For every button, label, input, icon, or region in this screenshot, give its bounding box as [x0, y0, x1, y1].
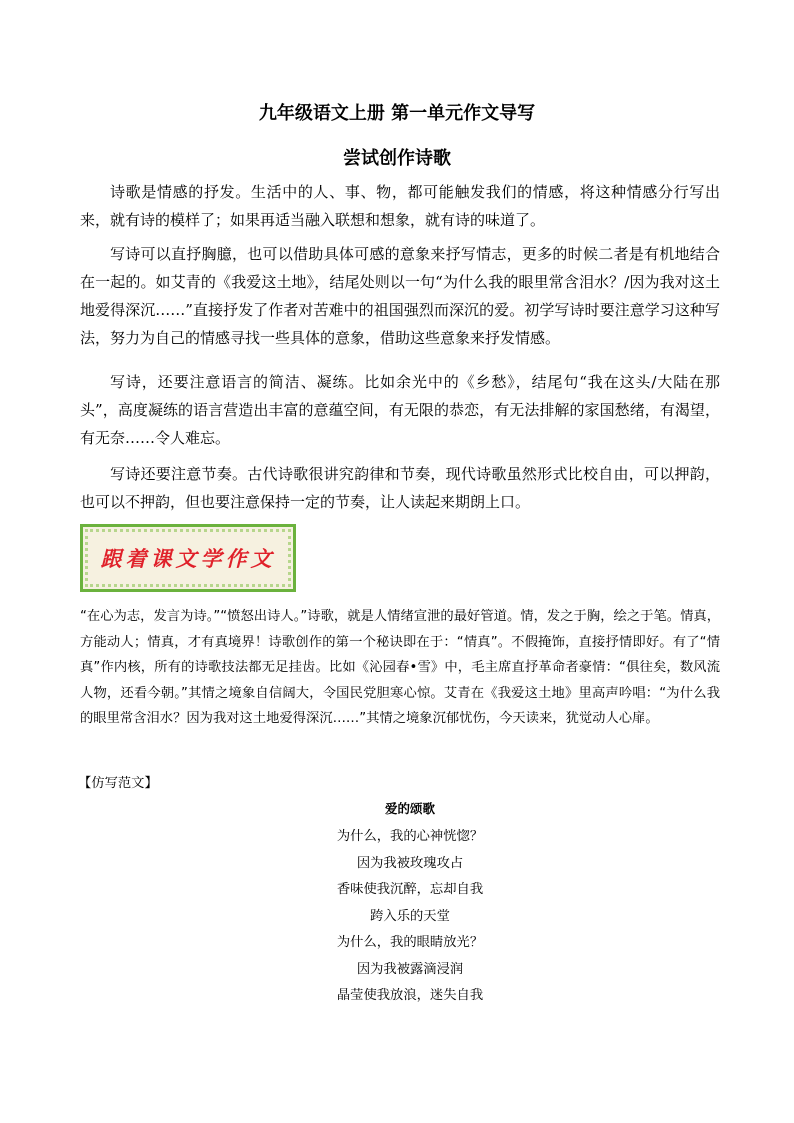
poem-line: 香味使我沉醉，忘却自我: [336, 882, 484, 897]
poem: [200, 798, 620, 1010]
section-body: “在心为志，发言为诗。”“愤怒出诗人。”诗歌，就是人情绪宣泄的最好管道。情，发之于胸，绘之于笔。情真，方能动人；情真，才有真境界！诗歌创作的第一个秘诀即在于：“情真”。不假掩饰，直接抒情即好。有了“情真”作内核，所有的诗歌技法都无足挂齿。比如《沁园春•雪》中，毛主席直抒革命者豪情：“俱往矣，数风流人物，还看今朝。”其情之境象自信阔大，令国民党胆寒心惊。艾青在《我爱这土地》里高声吟唱：“为什么我的眼里常含泪水？因为我对这土地爱得深沉……”其情之境象沉郁忧伤，今天读来，犹觉动人心扉。: [80, 609, 720, 726]
banner-text: 跟着课文学作文: [100, 546, 276, 571]
paragraph-intro: 诗歌是情感的抒发。生活中的人、事、物，都可能触发我们的情感，将这种情感分行写出来，就有诗的模样了；如果再适当融入联想和想象，就有诗的味道了。: [80, 183, 720, 229]
sample-label: 【仿写范文】: [78, 776, 158, 791]
document-title: 九年级语文上册 第一单元作文导写: [258, 103, 536, 124]
poem-line: 为什么，我的心神恍惚？: [336, 829, 484, 844]
poem-line: 晶莹使我放浪，迷失自我: [336, 988, 484, 1003]
document-subtitle: 尝试创作诗歌: [343, 148, 451, 169]
paragraph-imagery: 写诗可以直抒胸臆，也可以借助具体可感的意象来抒写情志，更多的时候二者是有机地结合在一起的。如艾青的《我爱这土地》，结尾处则以一句“为什么我的眼里常含泪水？/因为我对这土地爱得深沉……”直接抒发了作者对苦难中的祖国强烈而深沉的爱。初学写诗时要注意学习这种写法，努力为自己的情感寻找一些具体的意象，借助这些意象来抒发情感。: [80, 245, 720, 347]
poem-line: 因为我被玫瑰攻占: [356, 855, 464, 871]
paragraph-rhythm: 写诗还要注意节奏。古代诗歌很讲究韵律和节奏，现代诗歌虽然形式比校自由，可以押韵，也可以不押韵，但也要注意保持一定的节奏，让人读起来期朗上口。: [80, 465, 720, 511]
poem-line: 跨入乐的天堂: [370, 908, 450, 924]
section-banner: [80, 524, 296, 592]
poem-line: 因为我被露滴浸润: [356, 961, 464, 977]
poem-title: 爱的颂歌: [384, 801, 435, 816]
paragraph-language: 写诗，还要注意语言的简洁、凝练。比如余光中的《乡愁》，结尾句“我在这头/大陆在那头”，高度凝练的语言营造出丰富的意蕴空间，有无限的恭恋，有无法排解的家国愁绪，有渴望，有无奈……令人难忘。: [80, 373, 720, 447]
poem-line: 为什么，我的眼睛放光？: [336, 935, 484, 950]
